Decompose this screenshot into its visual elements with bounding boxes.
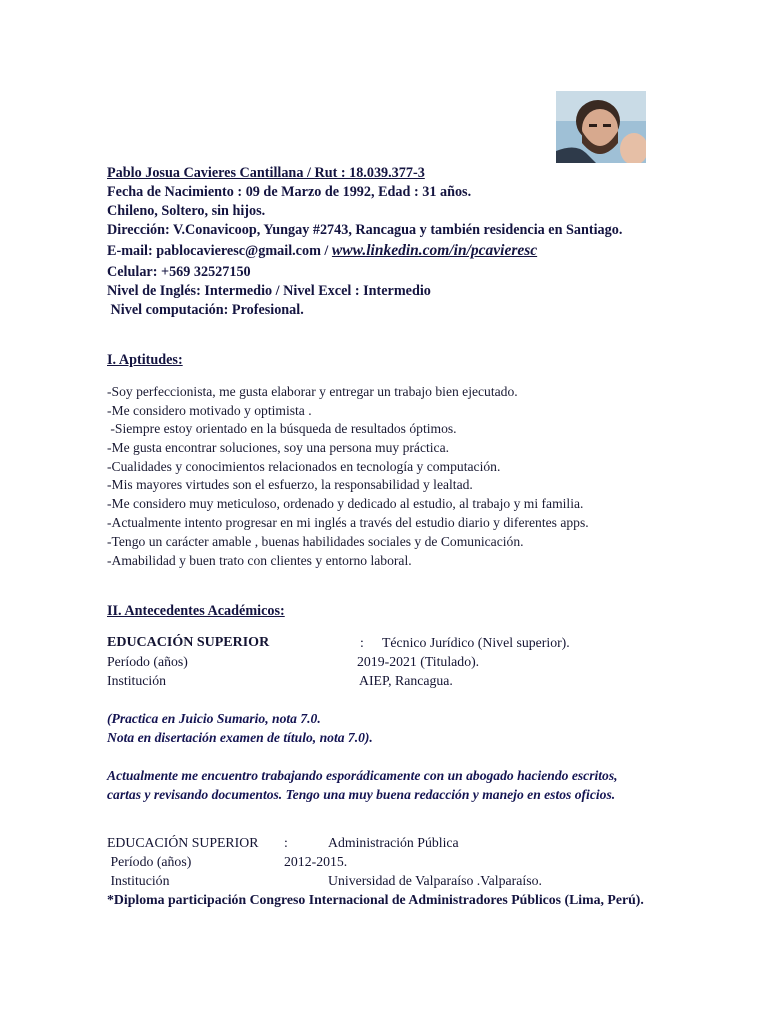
edu1-institution-label: Institución bbox=[107, 673, 167, 688]
aptitude-item: -Me considero motivado y optimista . bbox=[107, 403, 312, 418]
edu2-period-value: 2012-2015. bbox=[284, 854, 348, 869]
edu1-period-value: 2019-2021 (Titulado). bbox=[357, 654, 480, 669]
edu2-colon: : bbox=[284, 835, 288, 850]
email-text: E-mail: pablocavieresc@gmail.com / bbox=[107, 243, 332, 259]
edu2-institution-label: Institución bbox=[107, 873, 170, 888]
phone-line: Celular: +569 32527150 bbox=[107, 264, 251, 280]
aptitude-item: -Mis mayores virtudes son el esfuerzo, la responsabilidad y lealtad. bbox=[107, 477, 473, 492]
edu1-period-label: Período (años) bbox=[107, 654, 188, 669]
profile-photo-image bbox=[556, 91, 646, 163]
edu2-period-label: Período (años) bbox=[107, 854, 192, 869]
profile-photo bbox=[556, 91, 646, 163]
aptitude-item: -Cualidades y conocimientos relacionados en tecnología y computación. bbox=[107, 459, 501, 474]
diploma-line: *Diploma participación Congreso Internacional de Administradores Públicos (Lima, Perú). bbox=[107, 892, 644, 907]
contact-line bbox=[107, 242, 537, 260]
edu2-institution-value: Universidad de Valparaíso .Valparaíso. bbox=[328, 873, 542, 888]
edu2-level-value: Administración Pública bbox=[328, 835, 459, 850]
linkedin-link[interactable]: www.linkedin.com/in/pcavieresc bbox=[331, 242, 538, 259]
aptitude-item: -Siempre estoy orientado en la búsqueda de resultados óptimos. bbox=[107, 421, 457, 436]
edu1-level-value: Técnico Jurídico (Nivel superior). bbox=[382, 635, 570, 650]
aptitude-item: -Soy perfeccionista, me gusta elaborar y entregar un trabajo bien ejecutado. bbox=[107, 384, 518, 399]
aptitude-item: -Amabilidad y buen trato con clientes y entorno laboral. bbox=[107, 553, 412, 568]
aptitude-item: -Me gusta encontrar soluciones, soy una persona muy práctica. bbox=[107, 440, 450, 455]
grades-note: Nota en disertación examen de título, nota 7.0). bbox=[107, 730, 373, 745]
civil-status-line: Chileno, Soltero, sin hijos. bbox=[107, 203, 266, 219]
academic-heading: II. Antecedentes Académicos: bbox=[107, 603, 285, 619]
current-work-note: cartas y revisando documentos. Tengo una muy buena redacción y manejo en estos oficios. bbox=[107, 787, 616, 802]
birth-date-line: Fecha de Nacimiento : 09 de Marzo de 1992, Edad : 31 años. bbox=[107, 184, 472, 200]
computing-level-line: Nivel computación: Profesional. bbox=[107, 302, 304, 318]
edu2-level-label: EDUCACIÓN SUPERIOR bbox=[107, 835, 259, 850]
aptitudes-heading: I. Aptitudes: bbox=[107, 352, 183, 368]
edu1-level-label: EDUCACIÓN SUPERIOR bbox=[107, 635, 270, 650]
aptitude-item: -Me considero muy meticuloso, ordenado y dedicado al estudio, al trabajo y mi familia. bbox=[107, 496, 584, 511]
current-work-note: Actualmente me encuentro trabajando esporádicamente con un abogado haciendo escritos, bbox=[107, 768, 618, 783]
name-rut-line: Pablo Josua Cavieres Cantillana / Rut : 18.039.377-3 bbox=[107, 165, 425, 181]
aptitude-item: -Actualmente intento progresar en mi inglés a través del estudio diario y diferentes apps. bbox=[107, 515, 589, 530]
address-line: Dirección: V.Conavicoop, Yungay #2743, Rancagua y también residencia en Santiago. bbox=[107, 222, 623, 238]
edu1-institution-value: AIEP, Rancagua. bbox=[359, 673, 453, 688]
grades-note: (Practica en Juicio Sumario, nota 7.0. bbox=[107, 711, 321, 726]
languages-line: Nivel de Inglés: Intermedio / Nivel Excel : Intermedio bbox=[107, 283, 431, 299]
aptitude-item: -Tengo un carácter amable , buenas habilidades sociales y de Comunicación. bbox=[107, 534, 524, 549]
edu1-colon: : bbox=[360, 635, 364, 650]
